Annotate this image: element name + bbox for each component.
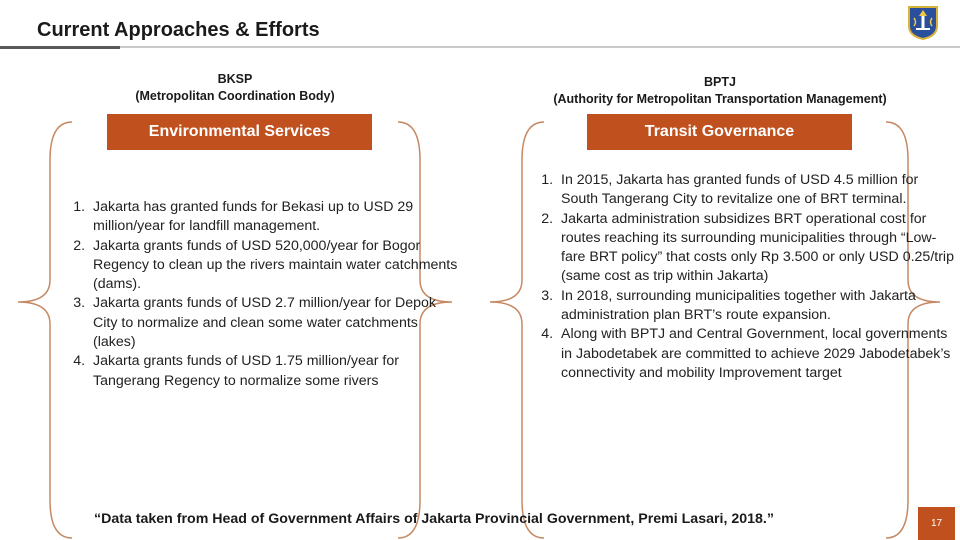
list-item: 4. Along with BPTJ and Central Government, local governments in Jabodetabek are committed to achieve 2029 Jabodetabek’s connectivity and mobility Improvement target: [557, 325, 959, 383]
environmental-services-list: [49, 198, 464, 391]
bksp-full-name: (Metropolitan Coordination Body): [135, 89, 335, 103]
bptj-name: BPTJ: [704, 75, 736, 89]
transit-governance-list: [517, 171, 959, 383]
bptj-full-name: (Authority for Metropolitan Transportation Management): [553, 92, 887, 106]
list-item: 2. Jakarta administration subsidizes BRT operational cost for routes reaching its surrounding municipalities through “Low-fare BRT policy” that costs only Rp 3.500 or only USD 0.25/trip (same cost as trip within Jakarta): [557, 210, 959, 287]
environmental-services-label: Environmental Services: [107, 114, 372, 150]
list-item: 3. In 2018, surrounding municipalities together with Jakarta administration plan BRT’s route expansion.: [557, 287, 959, 326]
page-number: 17: [918, 507, 955, 540]
source-note: “Data taken from Head of Government Affairs of Jakarta Provincial Government, Premi Lasari, 2018.”: [94, 511, 774, 527]
list-item: 1. Jakarta has granted funds for Bekasi up to USD 29 million/year for landfill management.: [89, 198, 464, 237]
list-item: 3. Jakarta grants funds of USD 2.7 million/year for Depok City to normalize and clean some water catchments (lakes): [89, 294, 464, 352]
list-item: 2. Jakarta grants funds of USD 520,000/year for Bogor Regency to clean up the rivers maintain water catchments (dams).: [89, 237, 464, 295]
bptj-heading: [520, 74, 920, 108]
title-divider-accent: [0, 46, 120, 49]
bksp-heading: [90, 71, 380, 105]
list-item: 1. In 2015, Jakarta has granted funds of USD 4.5 million for South Tangerang City to revitalize one of BRT terminal.: [557, 171, 959, 210]
bksp-name: BKSP: [217, 72, 253, 86]
slide-title: Current Approaches & Efforts: [37, 19, 320, 41]
transit-governance-label: Transit Governance: [587, 114, 852, 150]
jakarta-emblem-icon: [906, 4, 940, 40]
title-divider: [0, 46, 960, 48]
list-item: 4. Jakarta grants funds of USD 1.75 million/year for Tangerang Regency to normalize some rivers: [89, 352, 464, 391]
